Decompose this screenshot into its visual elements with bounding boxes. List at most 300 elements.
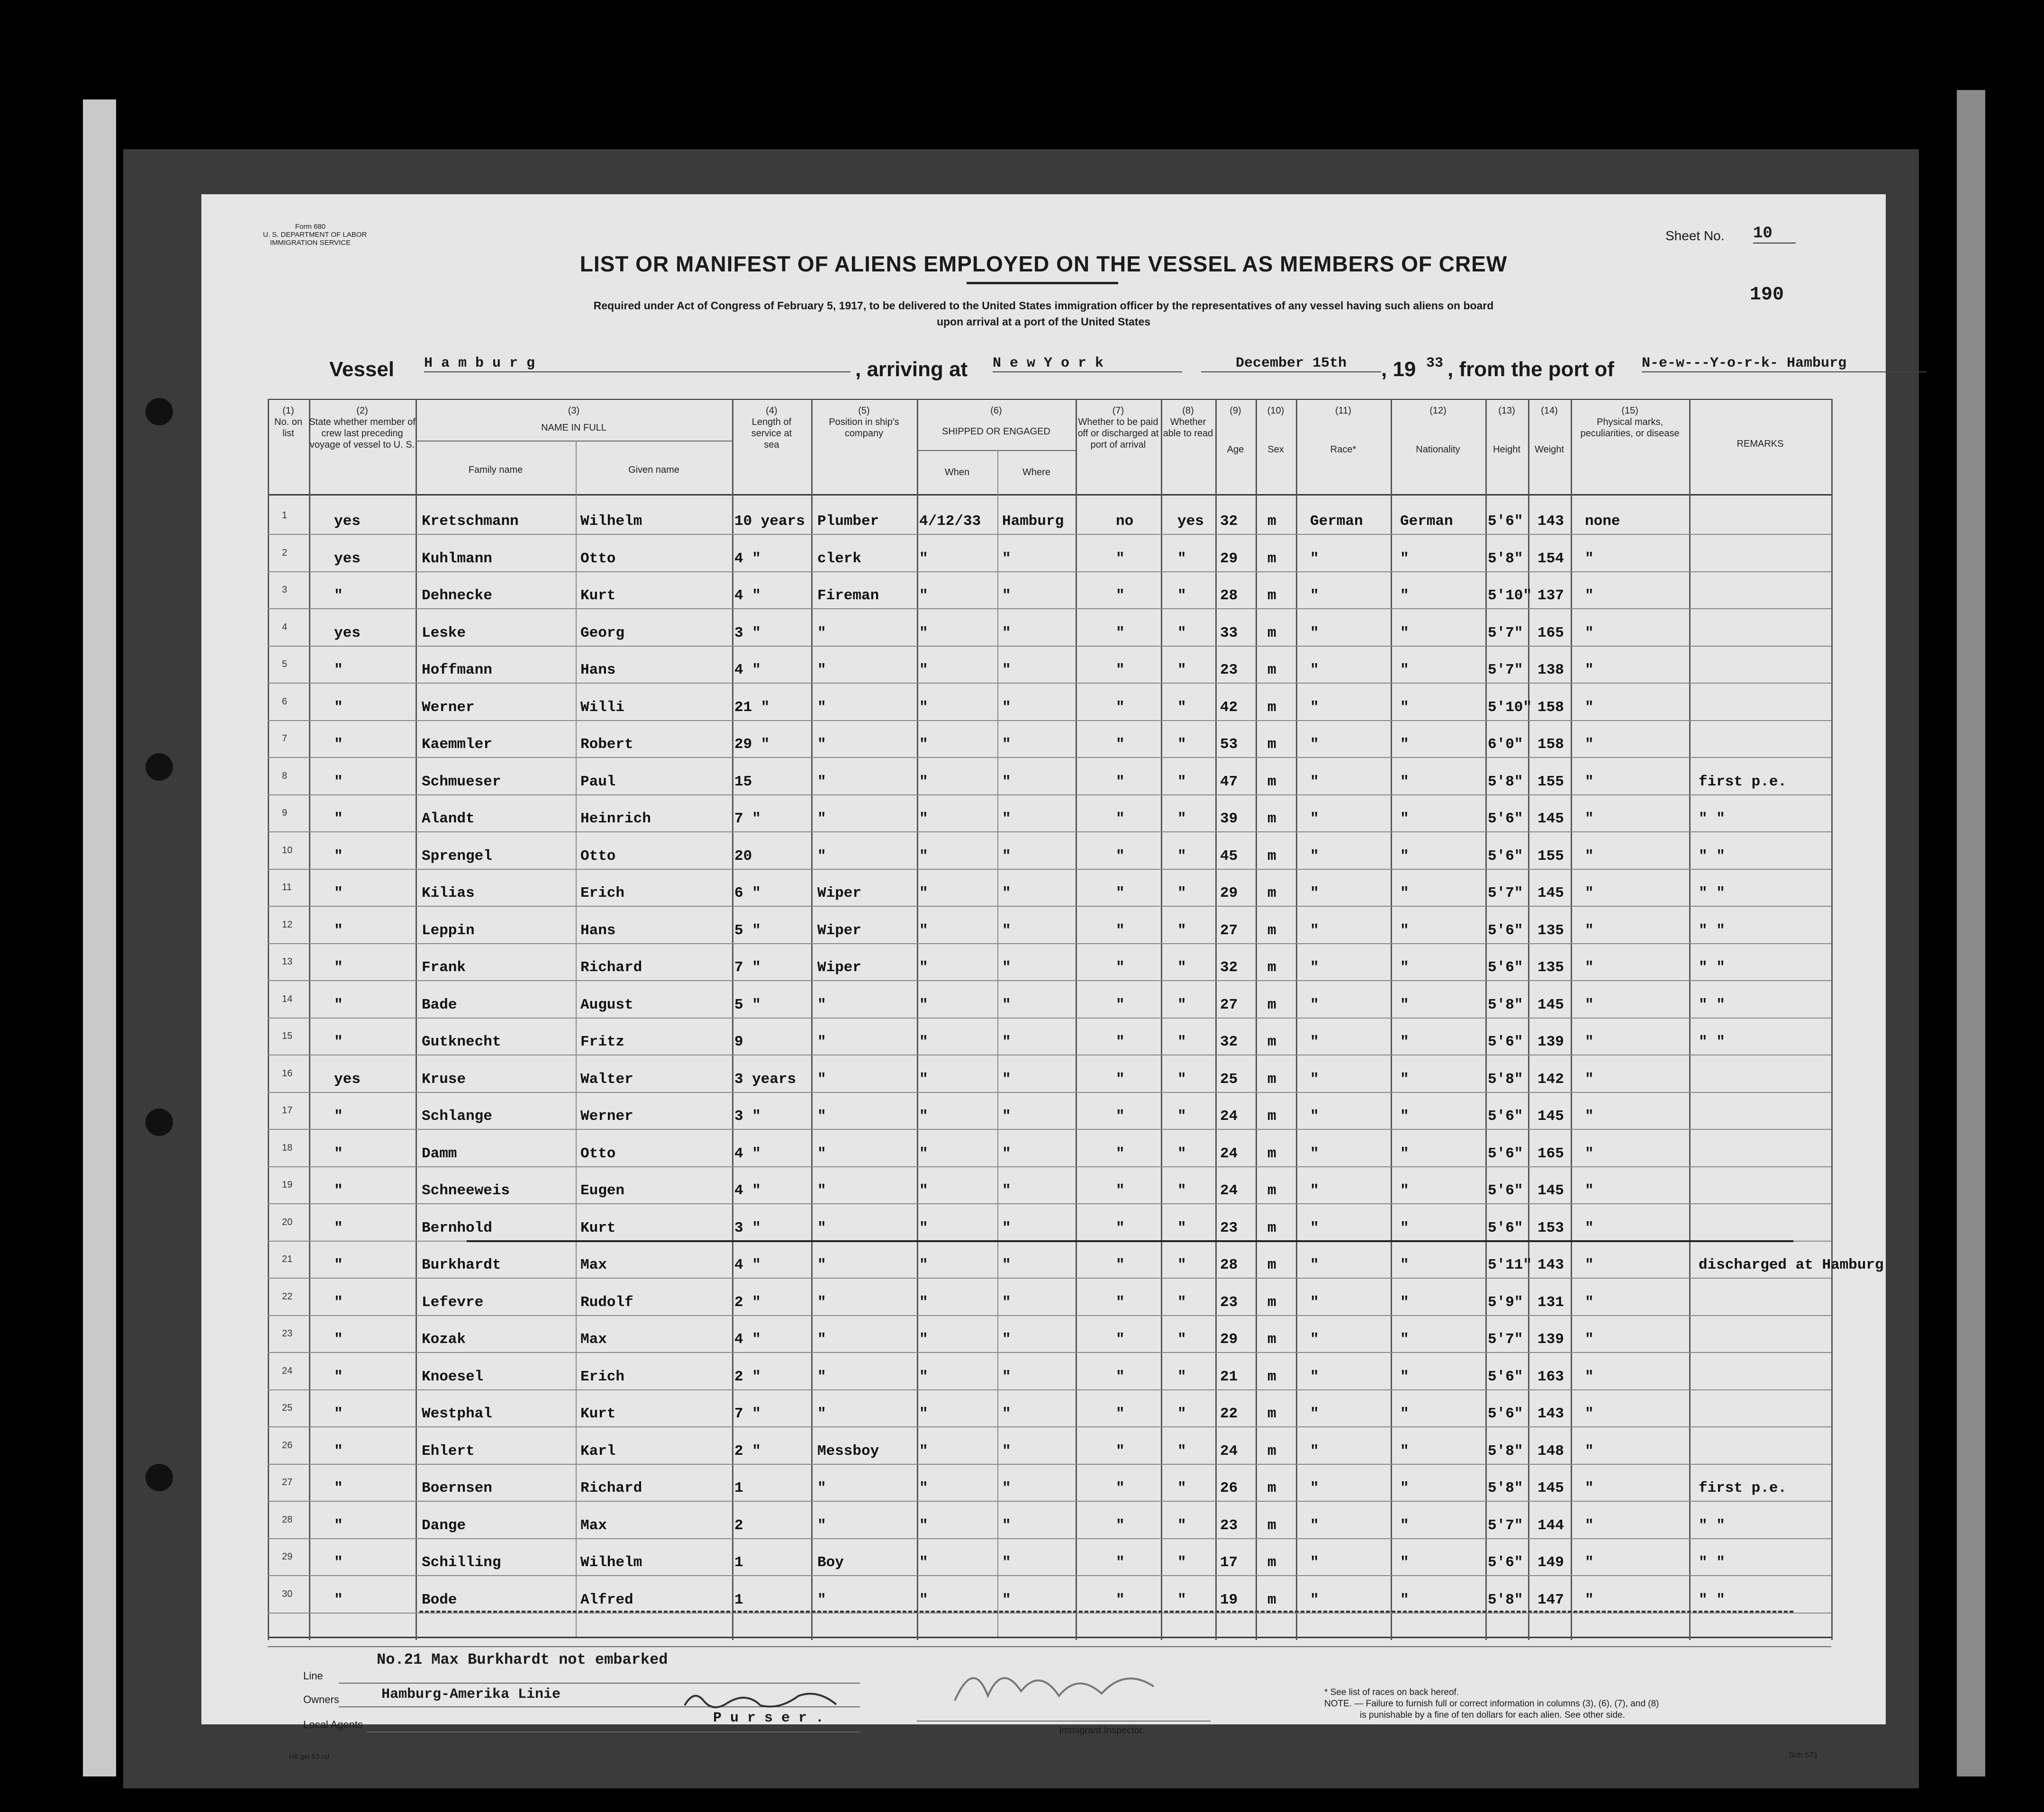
prev-voyage-cell: " <box>334 922 343 939</box>
nationality-cell: " <box>1400 1182 1409 1199</box>
age-cell: 25 <box>1220 1071 1238 1088</box>
service-length-cell: 4 " <box>734 587 761 604</box>
age-cell: 23 <box>1220 1220 1238 1236</box>
family-name-cell: Bade <box>422 997 457 1013</box>
physical-marks-cell: " <box>1585 1182 1594 1199</box>
family-name-cell: Schneeweis <box>422 1182 510 1199</box>
position-cell: " <box>817 1369 826 1385</box>
subtitle-line-2: upon arrival at a port of the United States <box>936 316 1151 328</box>
shipped-when-cell: " <box>919 550 928 567</box>
position-cell: clerk <box>817 550 862 567</box>
manifest-sheet <box>201 194 1886 1761</box>
able-to-read-cell: " <box>1177 811 1186 827</box>
shipped-where-cell: " <box>1002 811 1011 827</box>
sex-cell: m <box>1267 1406 1276 1422</box>
shipped-when-cell: " <box>919 736 928 753</box>
given-name-cell: Karl <box>580 1443 616 1460</box>
row-number: 17 <box>282 1105 293 1116</box>
nationality-cell: " <box>1400 699 1409 716</box>
race-cell: " <box>1310 1517 1319 1534</box>
sex-cell: m <box>1267 959 1276 976</box>
weight-cell: 149 <box>1538 1554 1564 1571</box>
nationality-cell: " <box>1400 1443 1409 1460</box>
nationality-cell: " <box>1400 774 1409 790</box>
weight-cell: 148 <box>1538 1443 1564 1460</box>
position-cell: " <box>817 1406 826 1422</box>
row-number: 27 <box>282 1477 293 1487</box>
family-name-cell: Dehnecke <box>422 587 492 604</box>
shipped-when-cell: " <box>919 1294 928 1311</box>
shipped-where-cell: " <box>1002 699 1011 716</box>
weight-cell: 163 <box>1538 1369 1564 1385</box>
service-length-cell: 4 " <box>734 550 761 567</box>
remarks-cell: " " <box>1699 959 1725 976</box>
age-cell: 29 <box>1220 885 1238 901</box>
physical-marks-cell: " <box>1585 699 1594 716</box>
prev-voyage-cell: " <box>334 885 343 901</box>
physical-marks-cell: " <box>1585 1294 1594 1311</box>
height-cell: 5'6" <box>1488 1034 1523 1050</box>
binder-hole <box>145 398 173 425</box>
given-name-cell: Wilhelm <box>580 513 642 530</box>
shipped-where-cell: " <box>1002 959 1011 976</box>
physical-marks-cell: " <box>1585 587 1594 604</box>
service-length-cell: 6 " <box>734 885 761 901</box>
nationality-cell: German <box>1400 513 1453 530</box>
shipped-when-cell: " <box>919 885 928 901</box>
given-name-cell: Rudolf <box>580 1294 633 1311</box>
form-agency <box>263 223 367 247</box>
sex-cell: m <box>1267 736 1276 753</box>
age-cell: 22 <box>1220 1406 1238 1422</box>
given-name-cell: Erich <box>580 1369 625 1385</box>
service-length-cell: 9 <box>734 1034 743 1050</box>
sex-cell: m <box>1267 1331 1276 1348</box>
position-cell: " <box>817 1182 826 1199</box>
nationality-cell: " <box>1400 959 1409 976</box>
family-name-cell: Gutknecht <box>422 1034 501 1050</box>
family-name-cell: Kaemmler <box>422 736 492 753</box>
service-length-cell: 21 " <box>734 699 770 716</box>
local-agents-label: Local Agents <box>303 1719 363 1731</box>
family-name-header: Family name <box>468 465 523 475</box>
height-cell: 5'8" <box>1488 1592 1523 1608</box>
sex-cell: m <box>1267 1182 1276 1199</box>
able-to-read-cell: " <box>1177 1182 1186 1199</box>
family-name-cell: Schlange <box>422 1108 492 1125</box>
prev-voyage-cell: yes <box>334 625 361 641</box>
prev-voyage-cell: " <box>334 736 343 753</box>
paid-off-cell: " <box>1116 1294 1125 1311</box>
paid-off-cell: " <box>1116 811 1125 827</box>
nationality-cell: " <box>1400 997 1409 1013</box>
position-cell: Plumber <box>817 513 879 530</box>
service-length-cell: 2 <box>734 1517 743 1534</box>
physical-marks-cell: " <box>1585 1592 1594 1608</box>
age-cell: 33 <box>1220 625 1238 641</box>
weight-cell: 138 <box>1538 662 1564 678</box>
arrival-date: December 15th <box>1201 355 1381 372</box>
col-9-header: (9) Age <box>1227 406 1244 455</box>
nationality-cell: " <box>1400 1369 1409 1385</box>
vessel-name: H a m b u r g <box>424 355 850 372</box>
family-name-cell: Alandt <box>422 811 475 827</box>
shipped-where-cell: " <box>1002 774 1011 790</box>
shipped-when-cell: " <box>919 1592 928 1608</box>
race-cell: " <box>1310 662 1319 678</box>
given-name-cell: Hans <box>580 662 616 678</box>
service-name: IMMIGRATION SERVICE <box>270 239 351 247</box>
row-number: 23 <box>282 1328 293 1339</box>
weight-cell: 145 <box>1538 885 1564 901</box>
shipped-when-cell: " <box>919 1108 928 1125</box>
row-number: 14 <box>282 994 293 1004</box>
age-cell: 19 <box>1220 1592 1238 1608</box>
position-cell: " <box>817 1517 826 1534</box>
weight-cell: 154 <box>1538 550 1564 567</box>
height-cell: 5'7" <box>1488 625 1523 641</box>
physical-marks-cell: " <box>1585 1145 1594 1162</box>
family-name-cell: Boernsen <box>422 1480 492 1496</box>
shipped-when-cell: " <box>919 997 928 1013</box>
row-number: 18 <box>282 1143 293 1153</box>
given-name-cell: Robert <box>580 736 633 753</box>
age-cell: 24 <box>1220 1182 1238 1199</box>
age-cell: 23 <box>1220 1517 1238 1534</box>
nationality-cell: " <box>1400 662 1409 678</box>
family-name-cell: Kuhlmann <box>422 550 492 567</box>
sex-cell: m <box>1267 1257 1276 1273</box>
able-to-read-cell: " <box>1177 1517 1186 1534</box>
family-name-cell: Lefevre <box>422 1294 484 1311</box>
age-cell: 24 <box>1220 1145 1238 1162</box>
sex-cell: m <box>1267 922 1276 939</box>
height-cell: 5'11" <box>1488 1257 1532 1273</box>
prev-voyage-cell: yes <box>334 513 361 530</box>
family-name-cell: Bernhold <box>422 1220 492 1236</box>
remarks-header: REMARKS <box>1736 439 1784 449</box>
able-to-read-cell: " <box>1177 1145 1186 1162</box>
paid-off-cell: " <box>1116 1480 1125 1496</box>
service-length-cell: 3 " <box>734 625 761 641</box>
weight-cell: 137 <box>1538 587 1564 604</box>
paid-off-cell: " <box>1116 699 1125 716</box>
nationality-cell: " <box>1400 885 1409 901</box>
position-cell: " <box>817 662 826 678</box>
shipped-where-cell: " <box>1002 1517 1011 1534</box>
position-cell: Wiper <box>817 922 862 939</box>
family-name-cell: Schilling <box>422 1554 501 1571</box>
physical-marks-cell: " <box>1585 1443 1594 1460</box>
remarks-cell: " " <box>1699 1034 1725 1050</box>
row-number: 21 <box>282 1254 293 1264</box>
height-cell: 5'8" <box>1488 1480 1523 1496</box>
prev-voyage-cell: yes <box>334 1071 361 1088</box>
paid-off-cell: " <box>1116 1071 1125 1088</box>
paid-off-cell: no <box>1116 513 1134 530</box>
physical-marks-cell: " <box>1585 662 1594 678</box>
shipped-when-cell: " <box>919 1480 928 1496</box>
height-cell: 5'6" <box>1488 959 1523 976</box>
height-cell: 5'7" <box>1488 662 1523 678</box>
shipped-when-cell: 4/12/33 <box>919 513 981 530</box>
row-number: 4 <box>282 622 288 632</box>
shipped-where-cell: " <box>1002 1369 1011 1385</box>
nationality-cell: " <box>1400 587 1409 604</box>
service-length-cell: 5 " <box>734 922 761 939</box>
weight-cell: 144 <box>1538 1517 1564 1534</box>
prev-voyage-cell: " <box>334 1182 343 1199</box>
able-to-read-cell: " <box>1177 885 1186 901</box>
paid-off-cell: " <box>1116 1331 1125 1348</box>
nationality-cell: " <box>1400 811 1409 827</box>
row-number: 1 <box>282 510 288 521</box>
given-name-cell: Walter <box>580 1071 633 1088</box>
race-cell: " <box>1310 625 1319 641</box>
paid-off-cell: " <box>1116 1220 1125 1236</box>
physical-marks-cell: " <box>1585 1331 1594 1348</box>
family-name-cell: Knoesel <box>422 1369 484 1385</box>
position-cell: " <box>817 1034 826 1050</box>
position-cell: Wiper <box>817 959 862 976</box>
physical-marks-cell: " <box>1585 1071 1594 1088</box>
able-to-read-cell: yes <box>1177 513 1204 530</box>
prev-voyage-cell: " <box>334 587 343 604</box>
prev-voyage-cell: " <box>334 1592 343 1608</box>
remarks-cell: " " <box>1699 1517 1725 1534</box>
able-to-read-cell: " <box>1177 1331 1186 1348</box>
col-7-header: (7) Whether to be paid off or discharged at port of arrival <box>1077 406 1159 450</box>
prev-voyage-cell: " <box>334 1369 343 1385</box>
race-cell: " <box>1310 1294 1319 1311</box>
sex-cell: m <box>1267 1517 1276 1534</box>
height-cell: 5'6" <box>1488 1108 1523 1125</box>
position-cell: " <box>817 1145 826 1162</box>
prev-voyage-cell: " <box>334 1443 343 1460</box>
position-cell: " <box>817 848 826 865</box>
shipped-where-cell: " <box>1002 1554 1011 1571</box>
nationality-cell: " <box>1400 625 1409 641</box>
physical-marks-cell: " <box>1585 885 1594 901</box>
col-4-header: (4) Length of service at sea <box>751 406 792 450</box>
shipped-when-cell: " <box>919 1369 928 1385</box>
position-cell: " <box>817 1108 826 1125</box>
race-note: * See list of races on back hereof. <box>1324 1687 1459 1697</box>
physical-marks-cell: " <box>1585 625 1594 641</box>
nationality-cell: " <box>1400 848 1409 865</box>
from-port-label: , from the port of <box>1447 358 1614 381</box>
able-to-read-cell: " <box>1177 736 1186 753</box>
purser-label: P u r s e r . <box>713 1710 824 1726</box>
sex-cell: m <box>1267 1480 1276 1496</box>
paid-off-cell: " <box>1116 997 1125 1013</box>
col-10-header: (10) Sex <box>1267 406 1284 455</box>
able-to-read-cell: " <box>1177 1257 1186 1273</box>
able-to-read-cell: " <box>1177 625 1186 641</box>
row-number: 7 <box>282 733 288 744</box>
remarks-cell: discharged at Hamburg <box>1699 1257 1884 1273</box>
shipped-where-cell: " <box>1002 1220 1011 1236</box>
height-cell: 5'10" <box>1488 587 1532 604</box>
weight-cell: 143 <box>1538 1257 1564 1273</box>
page-title: LIST OR MANIFEST OF ALIENS EMPLOYED ON THE VESSEL AS MEMBERS OF CREW <box>579 252 1508 276</box>
height-cell: 5'6" <box>1488 922 1523 939</box>
given-name-cell: Kurt <box>580 1406 616 1422</box>
given-name-cell: August <box>580 997 633 1013</box>
shipped-when-cell: " <box>919 1331 928 1348</box>
vessel-label: Vessel <box>329 358 395 381</box>
nationality-cell: " <box>1400 1406 1409 1422</box>
position-cell: Fireman <box>817 587 879 604</box>
given-name-cell: Max <box>580 1331 607 1348</box>
shipped-when-cell: " <box>919 1145 928 1162</box>
weight-cell: 165 <box>1538 1145 1564 1162</box>
prev-voyage-cell: " <box>334 959 343 976</box>
col-2-header: (2) State whether member of crew last preceding voyage of vessel to U. S. <box>309 406 416 450</box>
shipped-where-cell: " <box>1002 1294 1011 1311</box>
from-port: N-e-w---Y-o-r-k- Hamburg <box>1642 355 1926 372</box>
given-name-cell: Hans <box>580 922 616 939</box>
weight-cell: 158 <box>1538 736 1564 753</box>
family-name-cell: Sprengel <box>422 848 492 865</box>
given-name-cell: Heinrich <box>580 811 651 827</box>
given-name-cell: Paul <box>580 774 616 790</box>
col-8-header: (8) Whether able to read <box>1163 406 1213 439</box>
height-cell: 5'6" <box>1488 1145 1523 1162</box>
prev-voyage-cell: " <box>334 1034 343 1050</box>
position-cell: " <box>817 625 826 641</box>
height-cell: 6'0" <box>1488 736 1523 753</box>
fine-note-2: is punishable by a fine of ten dollars for each alien. See other side. <box>1360 1710 1625 1720</box>
age-cell: 29 <box>1220 550 1238 567</box>
age-cell: 28 <box>1220 587 1238 604</box>
nationality-cell: " <box>1400 922 1409 939</box>
family-name-cell: Frank <box>422 959 466 976</box>
service-length-cell: 3 years <box>734 1071 796 1088</box>
race-cell: " <box>1310 885 1319 901</box>
height-cell: 5'6" <box>1488 513 1523 530</box>
age-cell: 24 <box>1220 1108 1238 1125</box>
given-name-cell: Otto <box>580 848 616 865</box>
sex-cell: m <box>1267 699 1276 716</box>
position-cell: " <box>817 997 826 1013</box>
position-cell: Wiper <box>817 885 862 901</box>
age-cell: 32 <box>1220 959 1238 976</box>
able-to-read-cell: " <box>1177 1108 1186 1125</box>
service-length-cell: 2 " <box>734 1443 761 1460</box>
service-length-cell: 1 <box>734 1480 743 1496</box>
col-15-header: (15) Physical marks, peculiarities, or disease <box>1580 406 1680 439</box>
weight-cell: 145 <box>1538 1480 1564 1496</box>
age-cell: 17 <box>1220 1554 1238 1571</box>
paid-off-cell: " <box>1116 922 1125 939</box>
family-name-cell: Schmueser <box>422 774 501 790</box>
race-cell: " <box>1310 1406 1319 1422</box>
height-cell: 5'7" <box>1488 1517 1523 1534</box>
family-name-cell: Dange <box>422 1517 466 1534</box>
race-cell: " <box>1310 1480 1319 1496</box>
sex-cell: m <box>1267 625 1276 641</box>
physical-marks-cell: " <box>1585 1369 1594 1385</box>
age-cell: 47 <box>1220 774 1238 790</box>
year-prefix: , 19 <box>1381 358 1416 381</box>
height-cell: 5'6" <box>1488 811 1523 827</box>
paid-off-cell: " <box>1116 1145 1125 1162</box>
right-film-strip <box>1957 90 1985 1776</box>
service-length-cell: 2 " <box>734 1294 761 1311</box>
row-number: 25 <box>282 1403 293 1413</box>
race-cell: " <box>1310 1554 1319 1571</box>
position-cell: " <box>817 699 826 716</box>
remarks-cell: " " <box>1699 811 1725 827</box>
service-length-cell: 4 " <box>734 1257 761 1273</box>
age-cell: 29 <box>1220 1331 1238 1348</box>
family-name-cell: Leppin <box>422 922 475 939</box>
physical-marks-cell: " <box>1585 811 1594 827</box>
row-number: 8 <box>282 771 288 781</box>
paid-off-cell: " <box>1116 1592 1125 1608</box>
age-cell: 32 <box>1220 513 1238 530</box>
age-cell: 32 <box>1220 1034 1238 1050</box>
shipped-when-cell: " <box>919 699 928 716</box>
given-name-cell: Kurt <box>580 1220 616 1236</box>
prev-voyage-cell: " <box>334 1331 343 1348</box>
able-to-read-cell: " <box>1177 1592 1186 1608</box>
remarks-cell: " " <box>1699 922 1725 939</box>
shipped-when-cell: " <box>919 1182 928 1199</box>
shipped-when-cell: " <box>919 662 928 678</box>
given-name-cell: Otto <box>580 550 616 567</box>
paid-off-cell: " <box>1116 1443 1125 1460</box>
shipped-where-cell: " <box>1002 662 1011 678</box>
height-cell: 5'7" <box>1488 885 1523 901</box>
nationality-cell: " <box>1400 1294 1409 1311</box>
family-name-cell: Damm <box>422 1145 457 1162</box>
family-name-cell: Bode <box>422 1592 457 1608</box>
remarks-cell: " " <box>1699 885 1725 901</box>
given-name-cell: Erich <box>580 885 625 901</box>
age-cell: 27 <box>1220 922 1238 939</box>
printer-mark: H8 gel 53 nd <box>289 1753 330 1761</box>
shipped-where-cell: " <box>1002 922 1011 939</box>
physical-marks-cell: " <box>1585 997 1594 1013</box>
fine-note-1: NOTE. — Failure to furnish full or correct information in columns (3), (6), (7), and (8) <box>1324 1699 1659 1709</box>
given-name-cell: Max <box>580 1257 607 1273</box>
prev-voyage-cell: " <box>334 1257 343 1273</box>
sex-cell: m <box>1267 1220 1276 1236</box>
service-length-cell: 29 " <box>734 736 770 753</box>
row-number: 16 <box>282 1068 293 1079</box>
prev-voyage-cell: " <box>334 1220 343 1236</box>
prev-voyage-cell: " <box>334 848 343 865</box>
race-cell: " <box>1310 1108 1319 1125</box>
row-number: 3 <box>282 585 288 595</box>
given-name-cell: Alfred <box>580 1592 633 1608</box>
prev-voyage-cell: " <box>334 1517 343 1534</box>
able-to-read-cell: " <box>1177 997 1186 1013</box>
weight-cell: 131 <box>1538 1294 1564 1311</box>
shipped-where-cell: " <box>1002 885 1011 901</box>
shipped-when-cell: " <box>919 774 928 790</box>
able-to-read-cell: " <box>1177 1071 1186 1088</box>
weight-cell: 135 <box>1538 922 1564 939</box>
shipped-where-cell: " <box>1002 1257 1011 1273</box>
paid-off-cell: " <box>1116 736 1125 753</box>
sex-cell: m <box>1267 811 1276 827</box>
age-cell: 23 <box>1220 662 1238 678</box>
sex-cell: m <box>1267 1369 1276 1385</box>
sex-cell: m <box>1267 662 1276 678</box>
